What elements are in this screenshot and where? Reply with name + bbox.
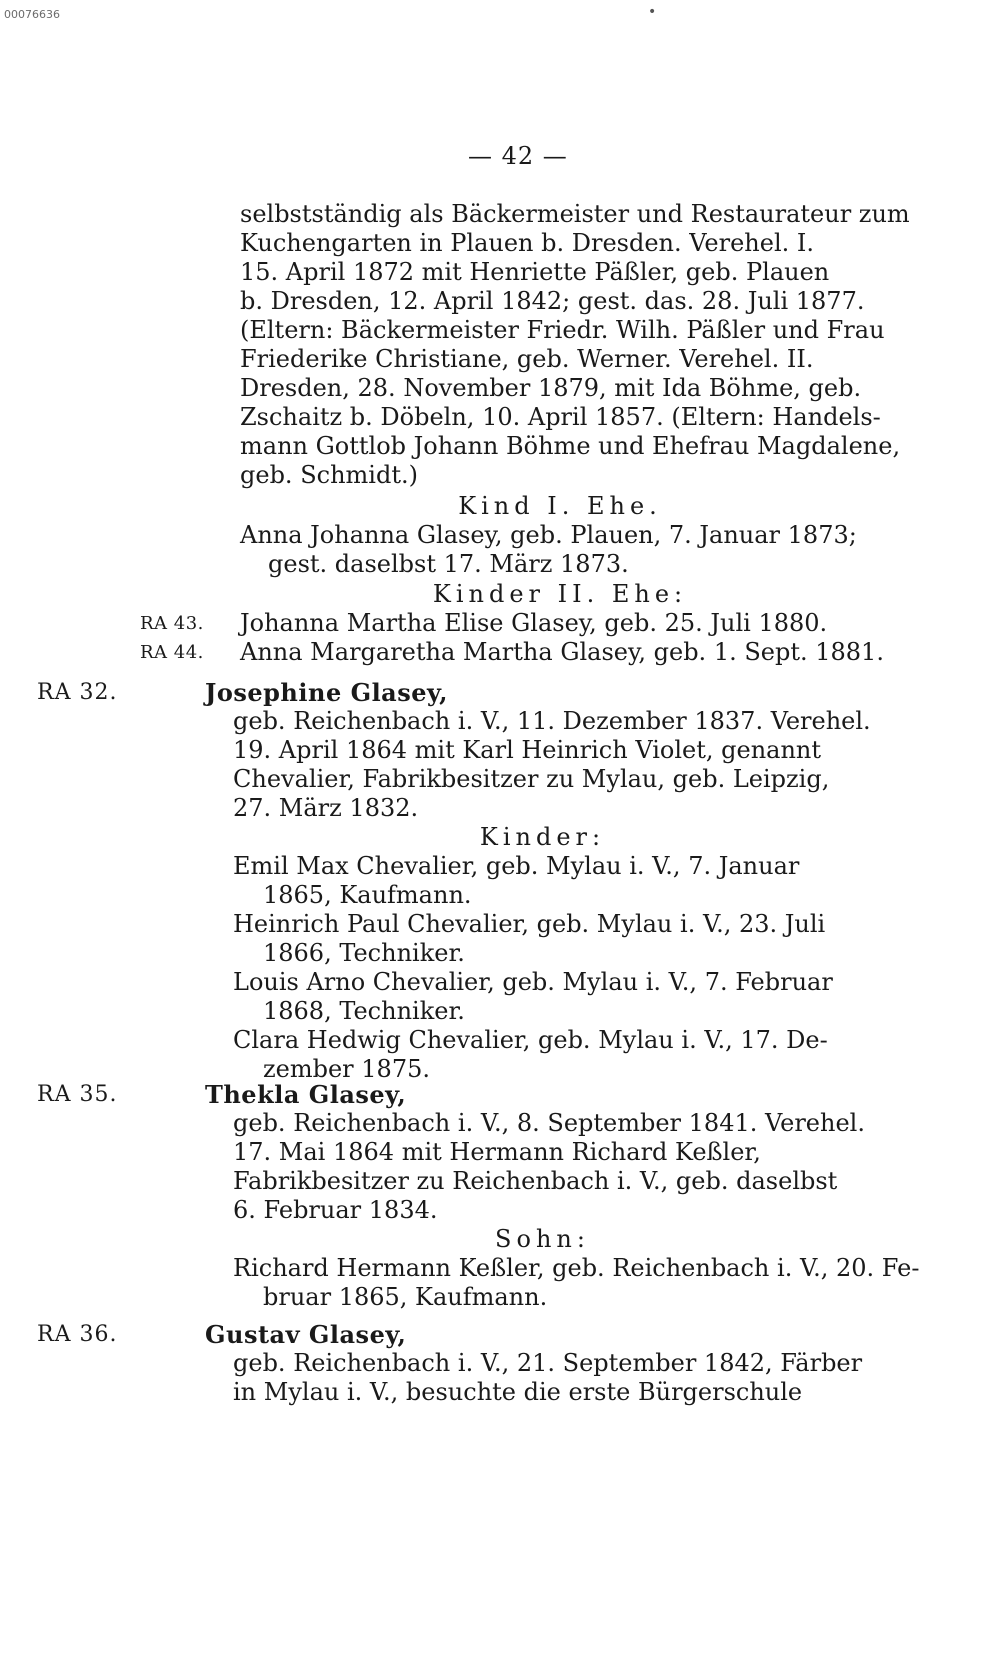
text-line: 6. Februar 1834. xyxy=(233,1196,438,1224)
text-line: Zschaitz b. Döbeln, 10. April 1857. (Eltern: Handels- xyxy=(240,403,881,431)
list-item-continuation: 1865, Kaufmann. xyxy=(263,881,472,909)
ra-reference: RA 32. xyxy=(37,680,118,705)
list-item-continuation: 1868, Techniker. xyxy=(263,997,465,1025)
list-item-continuation: bruar 1865, Kaufmann. xyxy=(263,1283,548,1311)
page-number: — 42 — xyxy=(468,142,568,170)
text-line: 17. Mai 1864 mit Hermann Richard Keßler, xyxy=(233,1138,761,1166)
ra-reference: RA 44. xyxy=(140,642,204,663)
text-line: 15. April 1872 mit Henriette Päßler, geb. Plauen xyxy=(240,258,830,286)
ra-reference: RA 36. xyxy=(37,1322,118,1347)
ra-reference: RA 43. xyxy=(140,613,204,634)
text-line: geb. Reichenbach i. V., 8. September 1841. Verehel. xyxy=(233,1109,865,1137)
entry-thekla xyxy=(205,1080,920,1312)
text-line: Anna Johanna Glasey, geb. Plauen, 7. Januar 1873; xyxy=(240,521,857,549)
text-line: Friederike Christiane, geb. Werner. Verehel. II. xyxy=(240,345,814,373)
text-line: geb. Reichenbach i. V., 11. Dezember 1837. Verehel. xyxy=(233,707,871,735)
text-line: Johanna Martha Elise Glasey, geb. 25. Juli 1880. xyxy=(240,609,828,637)
continuation-paragraph xyxy=(240,200,910,490)
list-item-continuation: 1866, Techniker. xyxy=(263,939,465,967)
text-line: Chevalier, Fabrikbesitzer zu Mylau, geb. Leipzig, xyxy=(233,765,830,793)
list-item: Louis Arno Chevalier, geb. Mylau i. V., 7. Februar xyxy=(233,968,833,996)
section-heading: Sohn: xyxy=(495,1225,590,1253)
text-line: 27. März 1832. xyxy=(233,794,419,822)
text-line: b. Dresden, 12. April 1842; gest. das. 28. Juli 1877. xyxy=(240,287,865,315)
entry-gustav xyxy=(205,1320,880,1407)
text-line: mann Gottlob Johann Böhme und Ehefrau Magdalene, xyxy=(240,432,901,460)
children-second-marriage-section xyxy=(240,580,884,667)
list-item: Richard Hermann Keßler, geb. Reichenbach i. V., 20. Fe- xyxy=(233,1254,920,1282)
text-line: Dresden, 28. November 1879, mit Ida Böhme, geb. xyxy=(240,374,862,402)
section-heading: Kind I. Ehe. xyxy=(458,492,662,520)
section-heading: Kinder II. Ehe: xyxy=(432,580,688,608)
list-item: Heinrich Paul Chevalier, geb. Mylau i. V., 23. Juli xyxy=(233,910,826,938)
scan-id-label: 00076636 xyxy=(4,8,60,21)
text-line: Kuchengarten in Plauen b. Dresden. Verehel. I. xyxy=(240,229,814,257)
list-item: Emil Max Chevalier, geb. Mylau i. V., 7. Januar xyxy=(233,852,800,880)
text-line: 19. April 1864 mit Karl Heinrich Violet, genannt xyxy=(233,736,822,764)
child-first-marriage-section xyxy=(240,492,880,579)
entry-josephine xyxy=(205,678,880,1084)
entry-name: Josephine Glasey, xyxy=(205,678,449,707)
entry-name: Gustav Glasey, xyxy=(205,1320,407,1349)
text-line: geb. Reichenbach i. V., 21. September 1842, Färber xyxy=(233,1349,863,1377)
text-line: Anna Margaretha Martha Glasey, geb. 1. Sept. 1881. xyxy=(240,638,884,666)
text-line: (Eltern: Bäckermeister Friedr. Wilh. Päßler und Frau xyxy=(240,316,885,344)
text-line: in Mylau i. V., besuchte die erste Bürgerschule xyxy=(233,1378,803,1406)
text-line: selbstständig als Bäckermeister und Restaurateur zum xyxy=(240,200,910,228)
text-line: geb. Schmidt.) xyxy=(240,461,418,489)
list-item-continuation: zember 1875. xyxy=(263,1055,430,1083)
list-item: Clara Hedwig Chevalier, geb. Mylau i. V., 17. De- xyxy=(233,1026,828,1054)
text-line: gest. daselbst 17. März 1873. xyxy=(268,550,629,578)
ra-reference: RA 35. xyxy=(37,1082,118,1107)
text-line: Fabrikbesitzer zu Reichenbach i. V., geb. daselbst xyxy=(233,1167,838,1195)
section-heading: Kinder: xyxy=(479,823,606,851)
corner-mark: • xyxy=(648,4,657,20)
entry-name: Thekla Glasey, xyxy=(205,1080,407,1109)
